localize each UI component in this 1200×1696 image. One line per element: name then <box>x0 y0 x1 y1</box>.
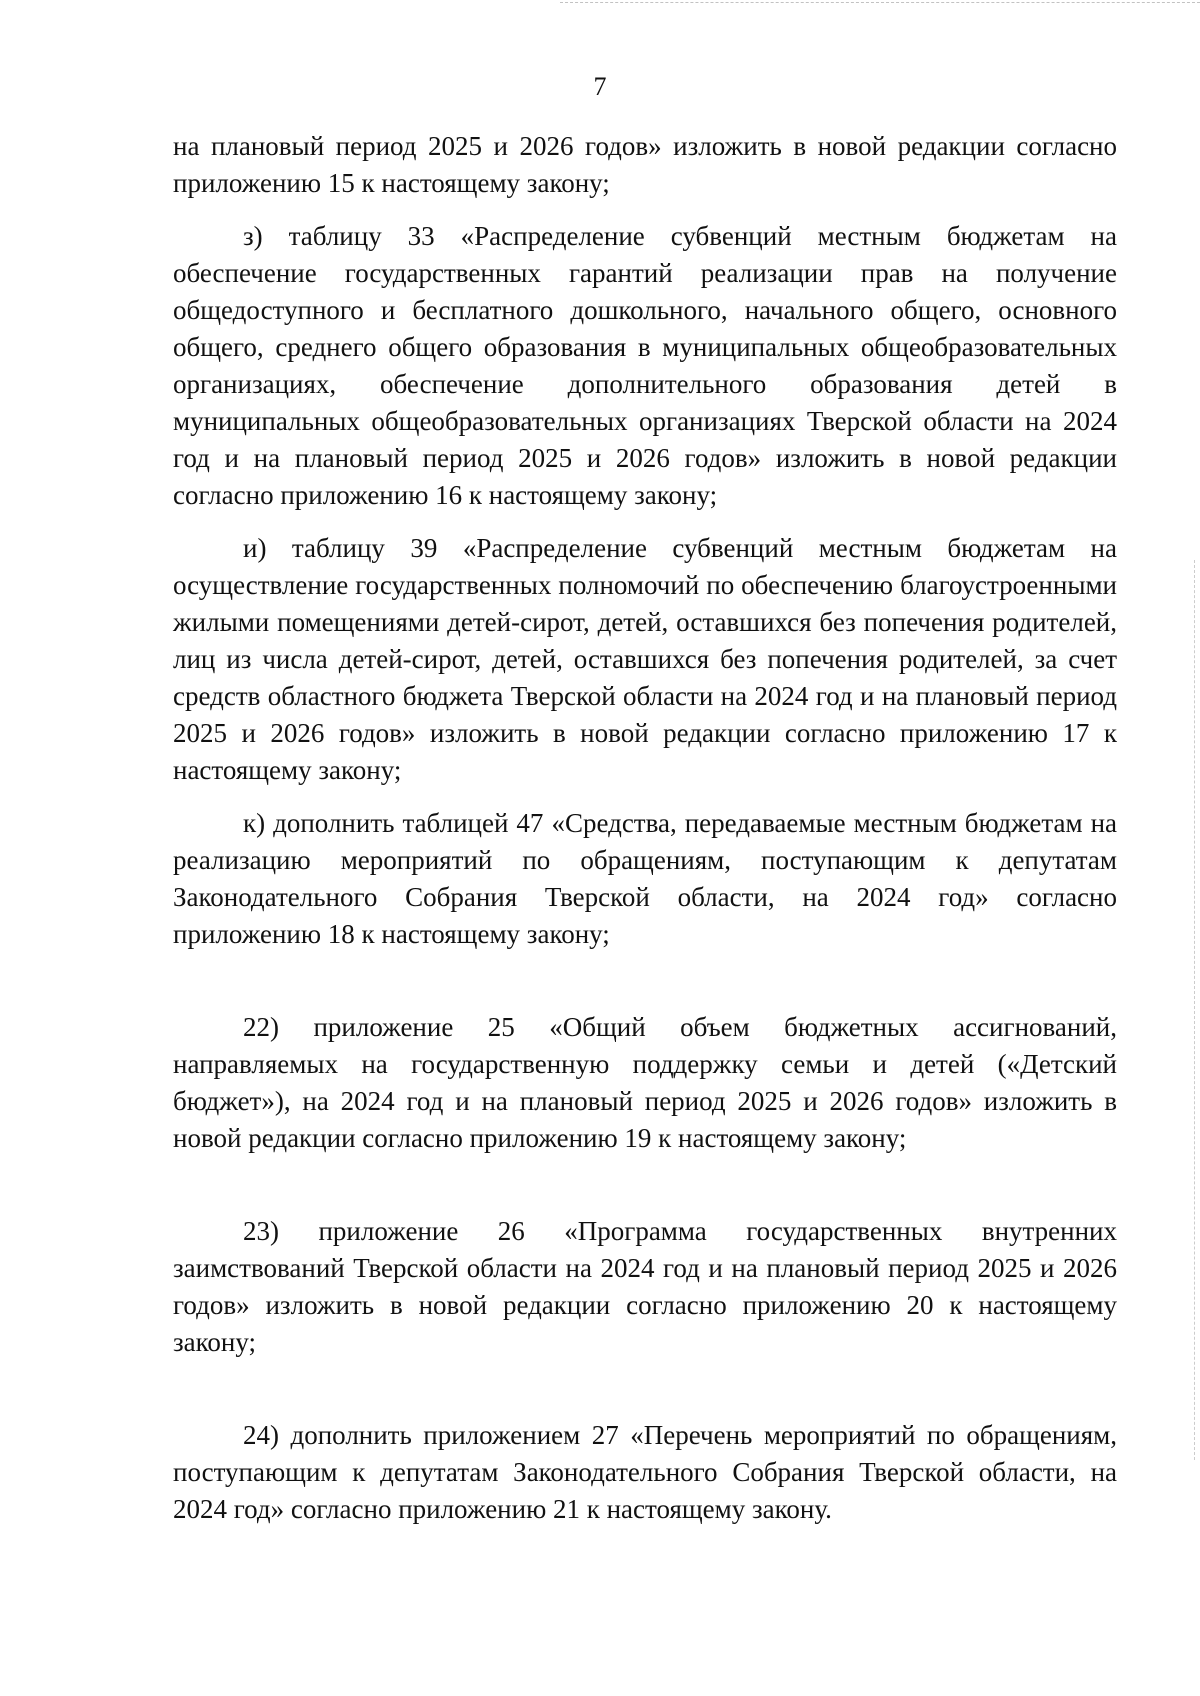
scan-edge-right <box>1194 560 1196 1460</box>
paragraph-item-23: 23) приложение 26 «Программа государственных внутренних заимствований Тверской области на 2024 год и на плановый период 2025 и 2026 годов» изложить в новой редакции согласно приложению 20 к настоящему закону; <box>173 1216 1117 1357</box>
paragraph-item-k: к) дополнить таблицей 47 «Средства, передаваемые местным бюджетам на реализацию мероприятий по обращениям, поступающим к депутатам Законодательного Собрания Тверской области, на 2024 год» согласно приложению 18 к настоящему закону; <box>173 808 1117 949</box>
paragraph-continuation: на плановый период 2025 и 2026 годов» изложить в новой редакции согласно приложению 15 к настоящему закону; <box>173 131 1117 198</box>
paragraph-item-22: 22) приложение 25 «Общий объем бюджетных ассигнований, направляемых на государственную поддержку семьи и детей («Детский бюджет»), на 2024 год и на плановый период 2025 и 2026 годов» изложить в новой редакции согласно приложению 19 к настоящему закону; <box>173 1012 1117 1153</box>
paragraph-item-z: з) таблицу 33 «Распределение субвенций местным бюджетам на обеспечение государственных гарантий реализации прав на получение общедоступного и бесплатного дошкольного, начального общего, основного общего, среднего общего образования в муниципальных общеобразовательных организациях, обеспечение дополнительного образования детей в муниципальных общеобразовательных организациях Тверской области на 2024 год и на плановый период 2025 и 2026 годов» изложить в новой редакции согласно приложению 16 к настоящему закону; <box>173 221 1117 510</box>
document-body <box>173 128 1117 1528</box>
paragraph-item-24: 24) дополнить приложением 27 «Перечень мероприятий по обращениям, поступающим к депутатам Законодательного Собрания Тверской области, на 2024 год» согласно приложению 21 к настоящему закону. <box>173 1420 1117 1524</box>
scan-edge-top <box>560 2 1200 4</box>
page-number: 7 <box>593 72 607 101</box>
paragraph-item-i: и) таблицу 39 «Распределение субвенций местным бюджетам на осуществление государственных полномочий по обеспечению благоустроенными жилыми помещениями детей-сирот, детей, оставшихся без попечения родителей, лиц из числа детей-сирот, детей, оставшихся без попечения родителей, за счет средств областного бюджета Тверской области на 2024 год и на плановый период 2025 и 2026 годов» изложить в новой редакции согласно приложению 17 к настоящему закону; <box>173 533 1117 785</box>
